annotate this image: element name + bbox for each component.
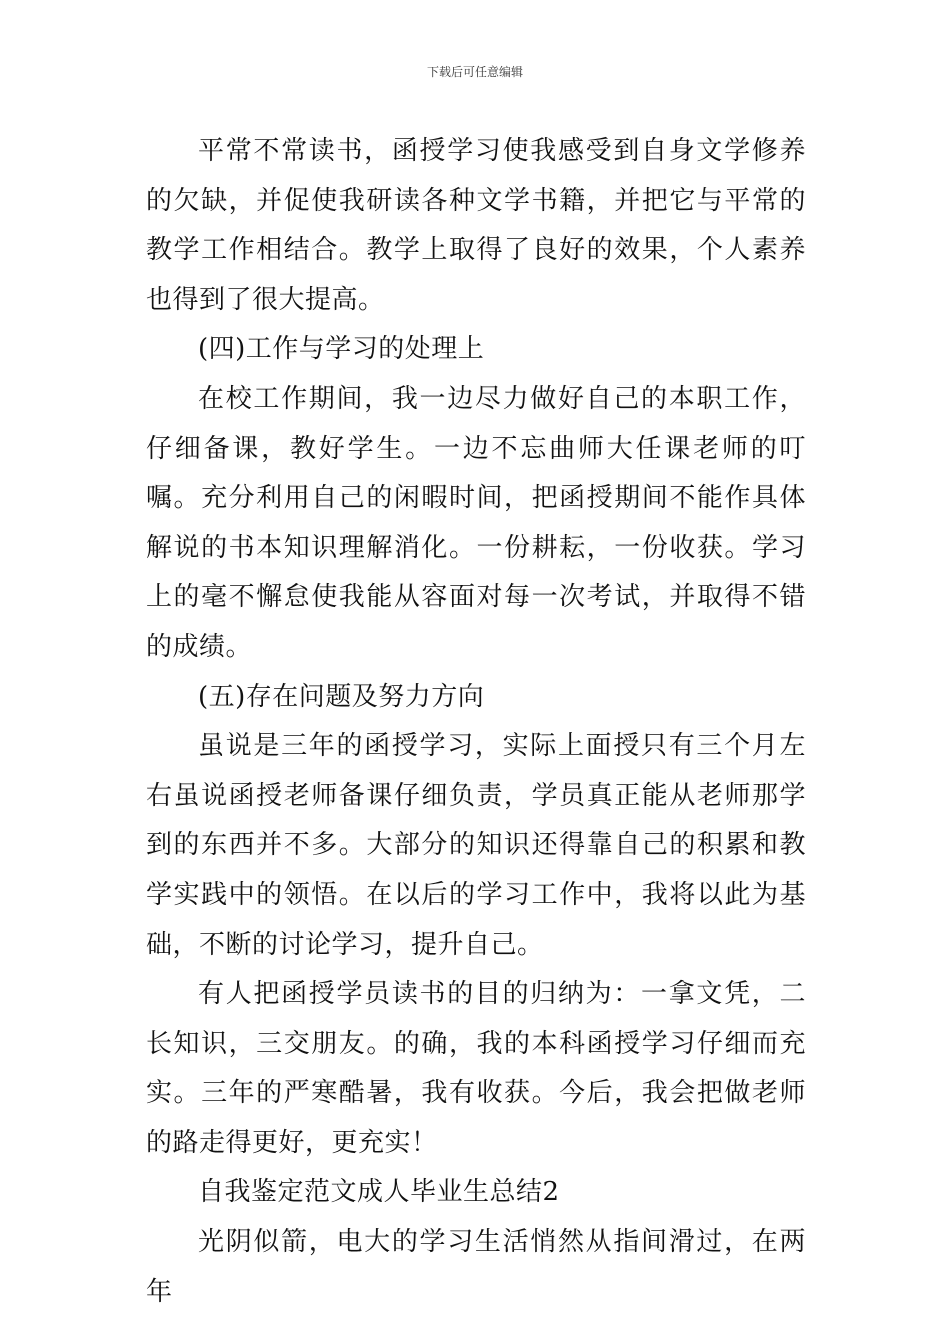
page-header-note: 下载后可任意编辑	[426, 65, 523, 79]
heading-problems-direction: (五)存在问题及努力方向	[198, 681, 485, 712]
paragraph-summary-2-start: 光阴似箭，电大的学习生活悄然从指间滑过，在两年	[146, 1227, 806, 1307]
heading-summary-2: 自我鉴定范文成人毕业生总结2	[198, 1177, 560, 1208]
heading-work-study-balance: (四)工作与学习的处理上	[198, 334, 485, 365]
paragraph-conclusion: 有人把函授学员读书的目的归纳为：一拿文凭，二长知识，三交朋友。的确，我的本科函授学习仔细而充实。三年的严寒酷暑，我有收获。今后，我会把做老师的路走得更好，更充实！	[146, 979, 806, 1158]
paragraph-work-period: 在校工作期间，我一边尽力做好自己的本职工作，仔细备课，教好学生。一边不忘曲师大任课老师的叮嘱。充分利用自己的闲暇时间，把函授期间不能作具体解说的书本知识理解消化。一份耕耘，一份收获。学习上的毫不懈怠使我能从容面对每一次考试，并取得不错的成绩。	[146, 383, 806, 662]
document-body	[146, 127, 806, 1317]
paragraph-literary-study: 平常不常读书，函授学习使我感受到自身文学修养的欠缺，并促使我研读各种文学书籍，并把它与平常的教学工作相结合。教学上取得了良好的效果，个人素养也得到了很大提高。	[146, 136, 806, 315]
paragraph-problems: 虽说是三年的函授学习，实际上面授只有三个月左右虽说函授老师备课仔细负责，学员真正能从老师那学到的东西并不多。大部分的知识还得靠自己的积累和教学实践中的领悟。在以后的学习工作中，我将以此为基础，不断的讨论学习，提升自己。	[146, 731, 806, 960]
